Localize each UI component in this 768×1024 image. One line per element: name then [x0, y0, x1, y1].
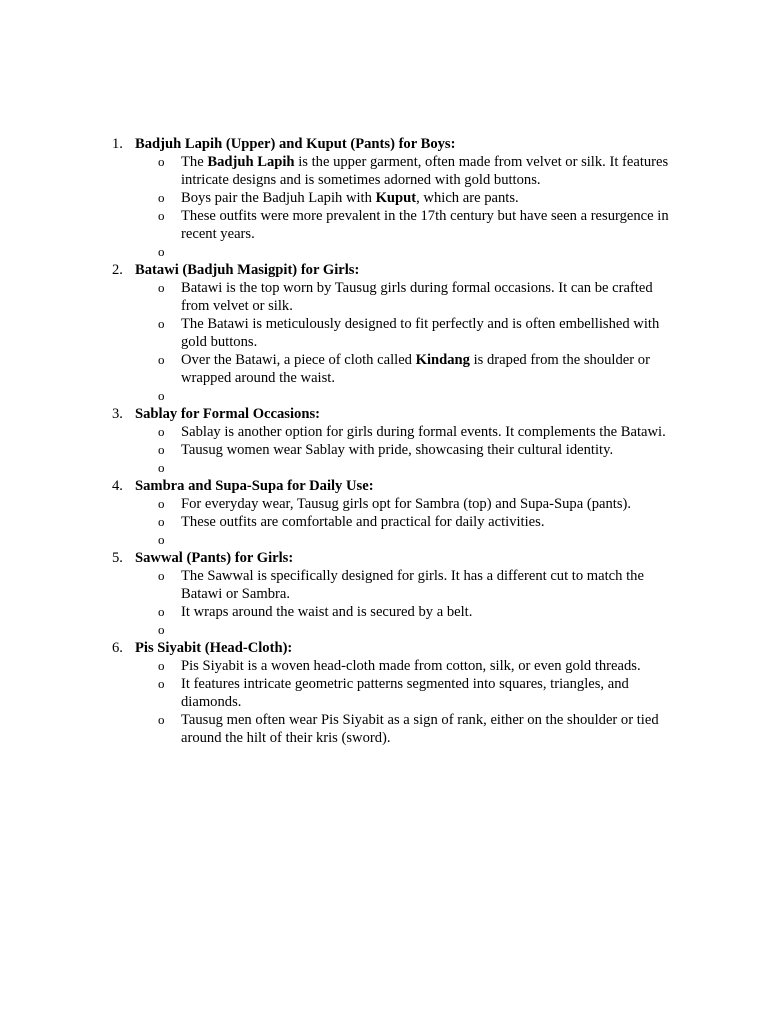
bullet-item — [0, 279, 677, 315]
bullet-text — [181, 387, 677, 405]
bullet-text-pre: Sablay is another option for girls during formal events. It complements the Batawi. — [181, 424, 666, 440]
bullet-text — [181, 279, 677, 315]
bullet-text — [181, 207, 677, 243]
bullet-text-pre: The Sawwal is specifically designed for girls. It has a different cut to match the Batawi or Sambra. — [181, 568, 644, 602]
bullet-marker: o — [158, 154, 165, 169]
section-number: 6. — [112, 640, 123, 656]
bullet-item — [0, 495, 677, 513]
bullet-text-post: is the upper garment, often made from velvet or silk. It features intricate designs and is sometimes adorned with gold buttons. — [181, 154, 669, 188]
bullet-text — [181, 711, 677, 747]
bullet-text — [181, 567, 677, 603]
bullet-item — [0, 459, 677, 477]
bullet-text-pre: These outfits were more prevalent in the 17th century but have seen a resurgence in recent years. — [181, 208, 669, 242]
bullet-text — [181, 189, 677, 207]
list-section — [0, 549, 768, 639]
section-heading — [0, 405, 768, 423]
section-title: Pis Siyabit (Head-Cloth): — [135, 640, 293, 656]
bullet-text-pre: It features intricate geometric patterns segmented into squares, triangles, and diamonds. — [181, 676, 629, 710]
list-section — [0, 135, 768, 261]
bullet-text-post: , which are pants. — [416, 190, 519, 206]
section-number: 2. — [112, 262, 123, 278]
bullet-text — [181, 603, 677, 621]
bullet-marker: o — [158, 244, 165, 259]
section-heading — [0, 639, 768, 657]
bullet-item — [0, 207, 677, 243]
bullet-marker: o — [158, 280, 165, 295]
bullet-text — [181, 621, 677, 639]
bullet-marker: o — [158, 352, 165, 367]
bullet-marker: o — [158, 190, 165, 205]
section-number: 1. — [112, 136, 123, 152]
section-heading — [0, 549, 768, 567]
bullet-marker: o — [158, 496, 165, 511]
numbered-list — [0, 135, 768, 747]
bullet-text — [181, 351, 677, 387]
bullet-text — [181, 423, 677, 441]
bullet-item — [0, 675, 677, 711]
bullet-list — [0, 423, 768, 477]
bullet-item — [0, 567, 677, 603]
section-number: 5. — [112, 550, 123, 566]
bullet-marker: o — [158, 316, 165, 331]
bullet-list — [0, 657, 768, 747]
bullet-list — [0, 567, 768, 639]
bullet-text-pre: Tausug women wear Sablay with pride, showcasing their cultural identity. — [181, 442, 614, 458]
list-section — [0, 261, 768, 405]
bullet-text — [181, 459, 677, 477]
bullet-marker: o — [158, 208, 165, 223]
section-title: Sambra and Supa-Supa for Daily Use: — [135, 478, 374, 494]
bullet-item — [0, 711, 677, 747]
bullet-text — [181, 441, 677, 459]
bullet-marker: o — [158, 442, 165, 457]
bullet-text-pre: The — [181, 154, 208, 170]
bullet-text-pre: Batawi is the top worn by Tausug girls during formal occasions. It can be crafted from velvet or silk. — [181, 280, 653, 314]
bullet-list — [0, 495, 768, 549]
list-section — [0, 639, 768, 747]
section-heading — [0, 135, 768, 153]
bullet-item — [0, 621, 677, 639]
bullet-text-bold: Kindang — [415, 352, 470, 368]
bullet-marker: o — [158, 460, 165, 475]
bullet-marker: o — [158, 676, 165, 691]
bullet-text — [181, 153, 677, 189]
bullet-marker: o — [158, 622, 165, 637]
section-title: Batawi (Badjuh Masigpit) for Girls: — [135, 262, 360, 278]
bullet-item — [0, 513, 677, 531]
bullet-marker: o — [158, 604, 165, 619]
bullet-text-pre: Boys pair the Badjuh Lapih with — [181, 190, 376, 206]
bullet-text-pre: Over the Batawi, a piece of cloth called — [181, 352, 416, 368]
bullet-item — [0, 423, 677, 441]
bullet-text — [181, 513, 677, 531]
section-number: 3. — [112, 406, 123, 422]
bullet-marker: o — [158, 568, 165, 583]
bullet-item — [0, 531, 677, 549]
bullet-item — [0, 153, 677, 189]
bullet-item — [0, 603, 677, 621]
bullet-item — [0, 189, 677, 207]
bullet-text-pre: These outfits are comfortable and practical for daily activities. — [181, 514, 545, 530]
section-title: Sablay for Formal Occasions: — [135, 406, 320, 422]
section-title: Badjuh Lapih (Upper) and Kuput (Pants) for Boys: — [135, 136, 456, 152]
bullet-text-pre: Tausug men often wear Pis Siyabit as a sign of rank, either on the shoulder or tied around the hilt of their kris (sword). — [181, 712, 659, 746]
bullet-list — [0, 153, 768, 261]
bullet-item — [0, 351, 677, 387]
bullet-text-bold: Kuput — [375, 190, 417, 206]
bullet-marker: o — [158, 514, 165, 529]
bullet-item — [0, 243, 677, 261]
bullet-text-bold: Badjuh Lapih — [207, 154, 295, 170]
bullet-text — [181, 315, 677, 351]
bullet-text-pre: It wraps around the waist and is secured by a belt. — [181, 604, 473, 620]
bullet-item — [0, 657, 677, 675]
bullet-text-pre: The Batawi is meticulously designed to fit perfectly and is often embellished with gold buttons. — [181, 316, 660, 350]
bullet-marker: o — [158, 532, 165, 547]
list-section — [0, 405, 768, 477]
list-section — [0, 477, 768, 549]
bullet-item — [0, 387, 677, 405]
bullet-marker: o — [158, 712, 165, 727]
bullet-text — [181, 531, 677, 549]
bullet-text — [181, 657, 677, 675]
bullet-text-post: is draped from the shoulder or wrapped around the waist. — [181, 352, 650, 386]
bullet-text — [181, 243, 677, 261]
bullet-item — [0, 441, 677, 459]
section-number: 4. — [112, 478, 123, 494]
section-heading — [0, 261, 768, 279]
bullet-item — [0, 315, 677, 351]
bullet-marker: o — [158, 388, 165, 403]
bullet-text — [181, 675, 677, 711]
bullet-text — [181, 495, 677, 513]
section-heading — [0, 477, 768, 495]
bullet-text-pre: For everyday wear, Tausug girls opt for Sambra (top) and Supa-Supa (pants). — [181, 496, 632, 512]
bullet-text-pre: Pis Siyabit is a woven head-cloth made from cotton, silk, or even gold threads. — [181, 658, 641, 674]
bullet-list — [0, 279, 768, 405]
bullet-marker: o — [158, 424, 165, 439]
bullet-marker: o — [158, 658, 165, 673]
section-title: Sawwal (Pants) for Girls: — [135, 550, 294, 566]
